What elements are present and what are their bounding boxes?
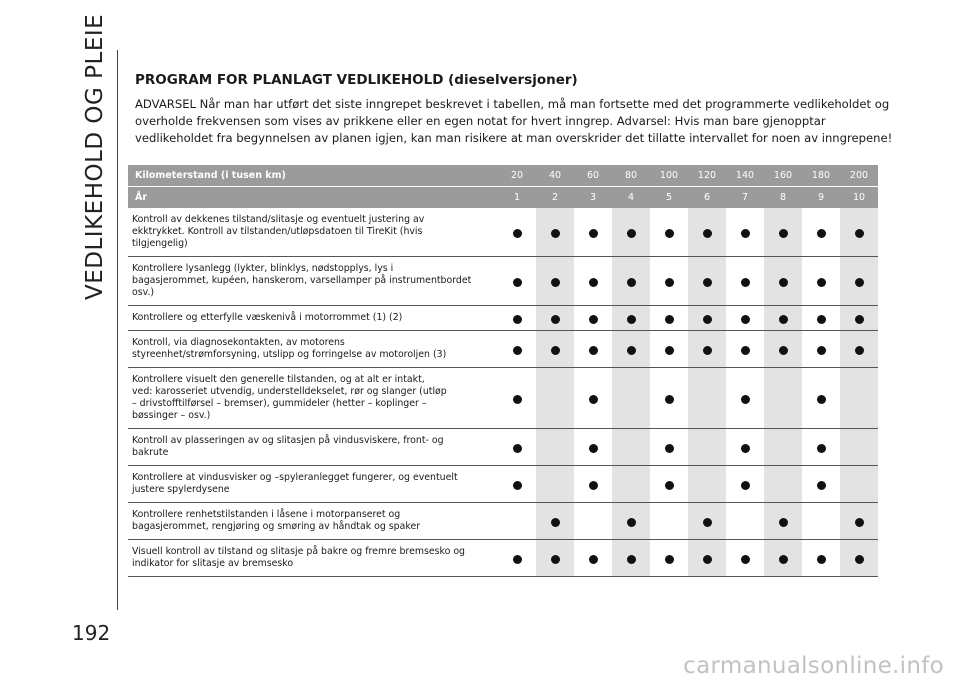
header-year-cell: 3 bbox=[574, 187, 612, 208]
interval-cell bbox=[802, 208, 840, 257]
interval-cell bbox=[536, 503, 574, 540]
header-year-cell: 9 bbox=[802, 187, 840, 208]
table-row bbox=[128, 208, 878, 257]
dot-icon bbox=[779, 315, 788, 324]
interval-cell bbox=[726, 208, 764, 257]
header-year-cell: 10 bbox=[840, 187, 878, 208]
interval-cell bbox=[764, 540, 802, 577]
interval-cell bbox=[612, 368, 650, 429]
dot-icon bbox=[513, 395, 522, 404]
interval-cell bbox=[612, 306, 650, 331]
interval-cell bbox=[612, 429, 650, 466]
task-description: Kontrollere visuelt den generelle tilstanden, og at alt er intakt, ved: karosseriet utvendig, understelldekselet, rør og slanger (utløp – drivstofftilførsel – bremser), gummideler (hetter – koplinger – bøssinger – osv.) bbox=[128, 368, 498, 429]
dot-icon bbox=[703, 315, 712, 324]
header-year-cell: 4 bbox=[612, 187, 650, 208]
sidebar-section-title: VEDLIKEHOLD OG PLEIE bbox=[82, 13, 108, 300]
dot-icon bbox=[551, 229, 560, 238]
dot-icon bbox=[513, 315, 522, 324]
dot-icon bbox=[855, 229, 864, 238]
dot-icon bbox=[741, 229, 750, 238]
interval-cell bbox=[536, 331, 574, 368]
header-year-cell: 1 bbox=[498, 187, 536, 208]
interval-cell bbox=[498, 503, 536, 540]
interval-cell bbox=[802, 429, 840, 466]
interval-cell bbox=[764, 503, 802, 540]
interval-cell bbox=[498, 331, 536, 368]
dot-icon bbox=[779, 229, 788, 238]
task-description: Kontroll, via diagnosekontakten, av motorens styreenhet/strømforsyning, utslipp og forringelse av motoroljen (3) bbox=[128, 331, 498, 368]
interval-cell bbox=[802, 466, 840, 503]
table-row bbox=[128, 503, 878, 540]
dot-icon bbox=[855, 555, 864, 564]
interval-cell bbox=[536, 540, 574, 577]
interval-cell bbox=[840, 257, 878, 306]
interval-cell bbox=[574, 306, 612, 331]
interval-cell bbox=[726, 503, 764, 540]
dot-icon bbox=[779, 278, 788, 287]
dot-icon bbox=[703, 278, 712, 287]
table-row bbox=[128, 331, 878, 368]
interval-cell bbox=[650, 540, 688, 577]
interval-cell bbox=[574, 466, 612, 503]
interval-cell bbox=[802, 503, 840, 540]
interval-cell bbox=[764, 429, 802, 466]
header-km-cell: 180 bbox=[802, 165, 840, 186]
interval-cell bbox=[536, 208, 574, 257]
dot-icon bbox=[513, 555, 522, 564]
dot-icon bbox=[627, 315, 636, 324]
dot-icon bbox=[513, 278, 522, 287]
dot-icon bbox=[703, 518, 712, 527]
interval-cell bbox=[726, 429, 764, 466]
interval-cell bbox=[726, 540, 764, 577]
task-description: Kontrollere renhetstilstanden i låsene i motorpanseret og bagasjerommet, rengjøring og smøring av håndtak og spaker bbox=[128, 503, 498, 540]
interval-cell bbox=[650, 429, 688, 466]
dot-icon bbox=[817, 346, 826, 355]
interval-cell bbox=[612, 257, 650, 306]
interval-cell bbox=[802, 368, 840, 429]
interval-cell bbox=[498, 368, 536, 429]
interval-cell bbox=[574, 257, 612, 306]
dot-icon bbox=[589, 555, 598, 564]
dot-icon bbox=[741, 444, 750, 453]
interval-cell bbox=[726, 368, 764, 429]
maintenance-table bbox=[128, 165, 878, 577]
dot-icon bbox=[817, 481, 826, 490]
interval-cell bbox=[840, 466, 878, 503]
dot-icon bbox=[665, 395, 674, 404]
interval-cell bbox=[612, 540, 650, 577]
dot-icon bbox=[513, 444, 522, 453]
dot-icon bbox=[855, 278, 864, 287]
interval-cell bbox=[764, 257, 802, 306]
dot-icon bbox=[817, 395, 826, 404]
header-km-cell: 20 bbox=[498, 165, 536, 186]
header-km-cell: 100 bbox=[650, 165, 688, 186]
dot-icon bbox=[627, 278, 636, 287]
dot-icon bbox=[665, 481, 674, 490]
interval-cell bbox=[612, 503, 650, 540]
interval-cell bbox=[612, 331, 650, 368]
header-km-cell: 160 bbox=[764, 165, 802, 186]
dot-icon bbox=[551, 315, 560, 324]
interval-cell bbox=[536, 429, 574, 466]
task-description: Kontroll av plasseringen av og slitasjen på vindusviskere, front- og bakrute bbox=[128, 429, 498, 466]
interval-cell bbox=[802, 331, 840, 368]
dot-icon bbox=[855, 315, 864, 324]
interval-cell bbox=[802, 257, 840, 306]
dot-icon bbox=[741, 315, 750, 324]
interval-cell bbox=[650, 503, 688, 540]
section-title: PROGRAM FOR PLANLAGT VEDLIKEHOLD (dieselversjoner) bbox=[135, 72, 578, 88]
interval-cell bbox=[688, 368, 726, 429]
dot-icon bbox=[741, 346, 750, 355]
dot-icon bbox=[855, 346, 864, 355]
interval-cell bbox=[574, 208, 612, 257]
interval-cell bbox=[688, 540, 726, 577]
interval-cell bbox=[574, 503, 612, 540]
dot-icon bbox=[817, 278, 826, 287]
dot-icon bbox=[665, 346, 674, 355]
interval-cell bbox=[536, 306, 574, 331]
interval-cell bbox=[726, 331, 764, 368]
dot-icon bbox=[855, 518, 864, 527]
task-description: Kontrollere og etterfylle væskenivå i motorrommet (1) (2) bbox=[128, 306, 498, 331]
dot-icon bbox=[817, 315, 826, 324]
dot-icon bbox=[703, 229, 712, 238]
table-row bbox=[128, 257, 878, 306]
interval-cell bbox=[688, 208, 726, 257]
interval-cell bbox=[764, 208, 802, 257]
dot-icon bbox=[665, 278, 674, 287]
interval-cell bbox=[574, 429, 612, 466]
interval-cell bbox=[536, 368, 574, 429]
dot-icon bbox=[703, 346, 712, 355]
interval-cell bbox=[498, 208, 536, 257]
page-number: 192 bbox=[72, 621, 111, 645]
header-row-km bbox=[128, 165, 878, 186]
dot-icon bbox=[627, 518, 636, 527]
dot-icon bbox=[551, 346, 560, 355]
interval-cell bbox=[688, 466, 726, 503]
interval-cell bbox=[688, 257, 726, 306]
sidebar-divider bbox=[117, 50, 118, 610]
interval-cell bbox=[764, 466, 802, 503]
header-year-label: År bbox=[128, 187, 498, 208]
header-year-cell: 2 bbox=[536, 187, 574, 208]
interval-cell bbox=[764, 368, 802, 429]
interval-cell bbox=[688, 429, 726, 466]
dot-icon bbox=[589, 481, 598, 490]
dot-icon bbox=[665, 444, 674, 453]
interval-cell bbox=[650, 368, 688, 429]
dot-icon bbox=[779, 555, 788, 564]
interval-cell bbox=[840, 331, 878, 368]
interval-cell bbox=[726, 466, 764, 503]
interval-cell bbox=[840, 306, 878, 331]
header-row-year bbox=[128, 187, 878, 208]
dot-icon bbox=[665, 229, 674, 238]
interval-cell bbox=[650, 257, 688, 306]
dot-icon bbox=[627, 555, 636, 564]
table-row bbox=[128, 368, 878, 429]
table-row bbox=[128, 466, 878, 503]
dot-icon bbox=[741, 278, 750, 287]
task-description: Visuell kontroll av tilstand og slitasje på bakre og fremre bremsesko og indikator for slitasje av bremsesko bbox=[128, 540, 498, 577]
header-km-cell: 200 bbox=[840, 165, 878, 186]
header-year-cell: 5 bbox=[650, 187, 688, 208]
interval-cell bbox=[612, 466, 650, 503]
interval-cell bbox=[840, 368, 878, 429]
dot-icon bbox=[551, 518, 560, 527]
interval-cell bbox=[650, 466, 688, 503]
interval-cell bbox=[840, 540, 878, 577]
task-description: Kontrollere at vindusvisker og –spyleranlegget fungerer, og eventuelt justere spylerdysene bbox=[128, 466, 498, 503]
interval-cell bbox=[574, 540, 612, 577]
table-row bbox=[128, 306, 878, 331]
interval-cell bbox=[574, 331, 612, 368]
header-year-cell: 8 bbox=[764, 187, 802, 208]
task-description: Kontroll av dekkenes tilstand/slitasje og eventuelt justering av ekktrykket. Kontroll av tilstanden/utløpsdatoen til TireKit (hvis tilgjengelig) bbox=[128, 208, 498, 257]
interval-cell bbox=[536, 257, 574, 306]
dot-icon bbox=[513, 229, 522, 238]
dot-icon bbox=[513, 346, 522, 355]
interval-cell bbox=[840, 208, 878, 257]
dot-icon bbox=[741, 395, 750, 404]
dot-icon bbox=[817, 555, 826, 564]
dot-icon bbox=[589, 346, 598, 355]
header-km-cell: 120 bbox=[688, 165, 726, 186]
interval-cell bbox=[650, 331, 688, 368]
table-row bbox=[128, 540, 878, 577]
interval-cell bbox=[688, 306, 726, 331]
dot-icon bbox=[551, 278, 560, 287]
interval-cell bbox=[840, 503, 878, 540]
interval-cell bbox=[650, 306, 688, 331]
dot-icon bbox=[817, 444, 826, 453]
interval-cell bbox=[498, 429, 536, 466]
dot-icon bbox=[665, 315, 674, 324]
dot-icon bbox=[741, 555, 750, 564]
dot-icon bbox=[589, 278, 598, 287]
dot-icon bbox=[665, 555, 674, 564]
header-year-cell: 7 bbox=[726, 187, 764, 208]
interval-cell bbox=[498, 257, 536, 306]
dot-icon bbox=[627, 229, 636, 238]
interval-cell bbox=[688, 331, 726, 368]
interval-cell bbox=[726, 257, 764, 306]
interval-cell bbox=[536, 466, 574, 503]
header-km-cell: 60 bbox=[574, 165, 612, 186]
dot-icon bbox=[589, 395, 598, 404]
header-km-cell: 80 bbox=[612, 165, 650, 186]
dot-icon bbox=[589, 315, 598, 324]
dot-icon bbox=[513, 481, 522, 490]
interval-cell bbox=[726, 306, 764, 331]
interval-cell bbox=[802, 540, 840, 577]
task-description: Kontrollere lysanlegg (lykter, blinklys, nødstopplys, lys i bagasjerommet, kupéen, hanskerom, varsellamper på instrumentbordet osv.) bbox=[128, 257, 498, 306]
dot-icon bbox=[589, 444, 598, 453]
header-km-cell: 40 bbox=[536, 165, 574, 186]
interval-cell bbox=[764, 331, 802, 368]
warning-paragraph: ADVARSEL Når man har utført det siste inngrepet beskrevet i tabellen, må man fortsette med det programmerte vedlikeholdet og overholde frekvensen som vises av prikkene eller en egen notat for hvert inngrep. Advarsel: Hvis man bare gjenopptar vedlikeholdet fra begynnelsen av planen igjen, kan man risikere at man overskrider det tillatte intervallet for noen av inngrepene! bbox=[135, 97, 893, 145]
dot-icon bbox=[589, 229, 598, 238]
interval-cell bbox=[612, 208, 650, 257]
interval-cell bbox=[574, 368, 612, 429]
watermark: carmanualsonline.info bbox=[683, 653, 944, 679]
header-km-label: Kilometerstand (i tusen km) bbox=[128, 165, 498, 186]
interval-cell bbox=[498, 306, 536, 331]
dot-icon bbox=[779, 518, 788, 527]
table-row bbox=[128, 429, 878, 466]
dot-icon bbox=[779, 346, 788, 355]
dot-icon bbox=[703, 555, 712, 564]
interval-cell bbox=[498, 466, 536, 503]
dot-icon bbox=[817, 229, 826, 238]
dot-icon bbox=[627, 346, 636, 355]
dot-icon bbox=[741, 481, 750, 490]
interval-cell bbox=[840, 429, 878, 466]
interval-cell bbox=[764, 306, 802, 331]
header-year-cell: 6 bbox=[688, 187, 726, 208]
dot-icon bbox=[551, 555, 560, 564]
interval-cell bbox=[650, 208, 688, 257]
interval-cell bbox=[688, 503, 726, 540]
header-km-cell: 140 bbox=[726, 165, 764, 186]
interval-cell bbox=[498, 540, 536, 577]
interval-cell bbox=[802, 306, 840, 331]
